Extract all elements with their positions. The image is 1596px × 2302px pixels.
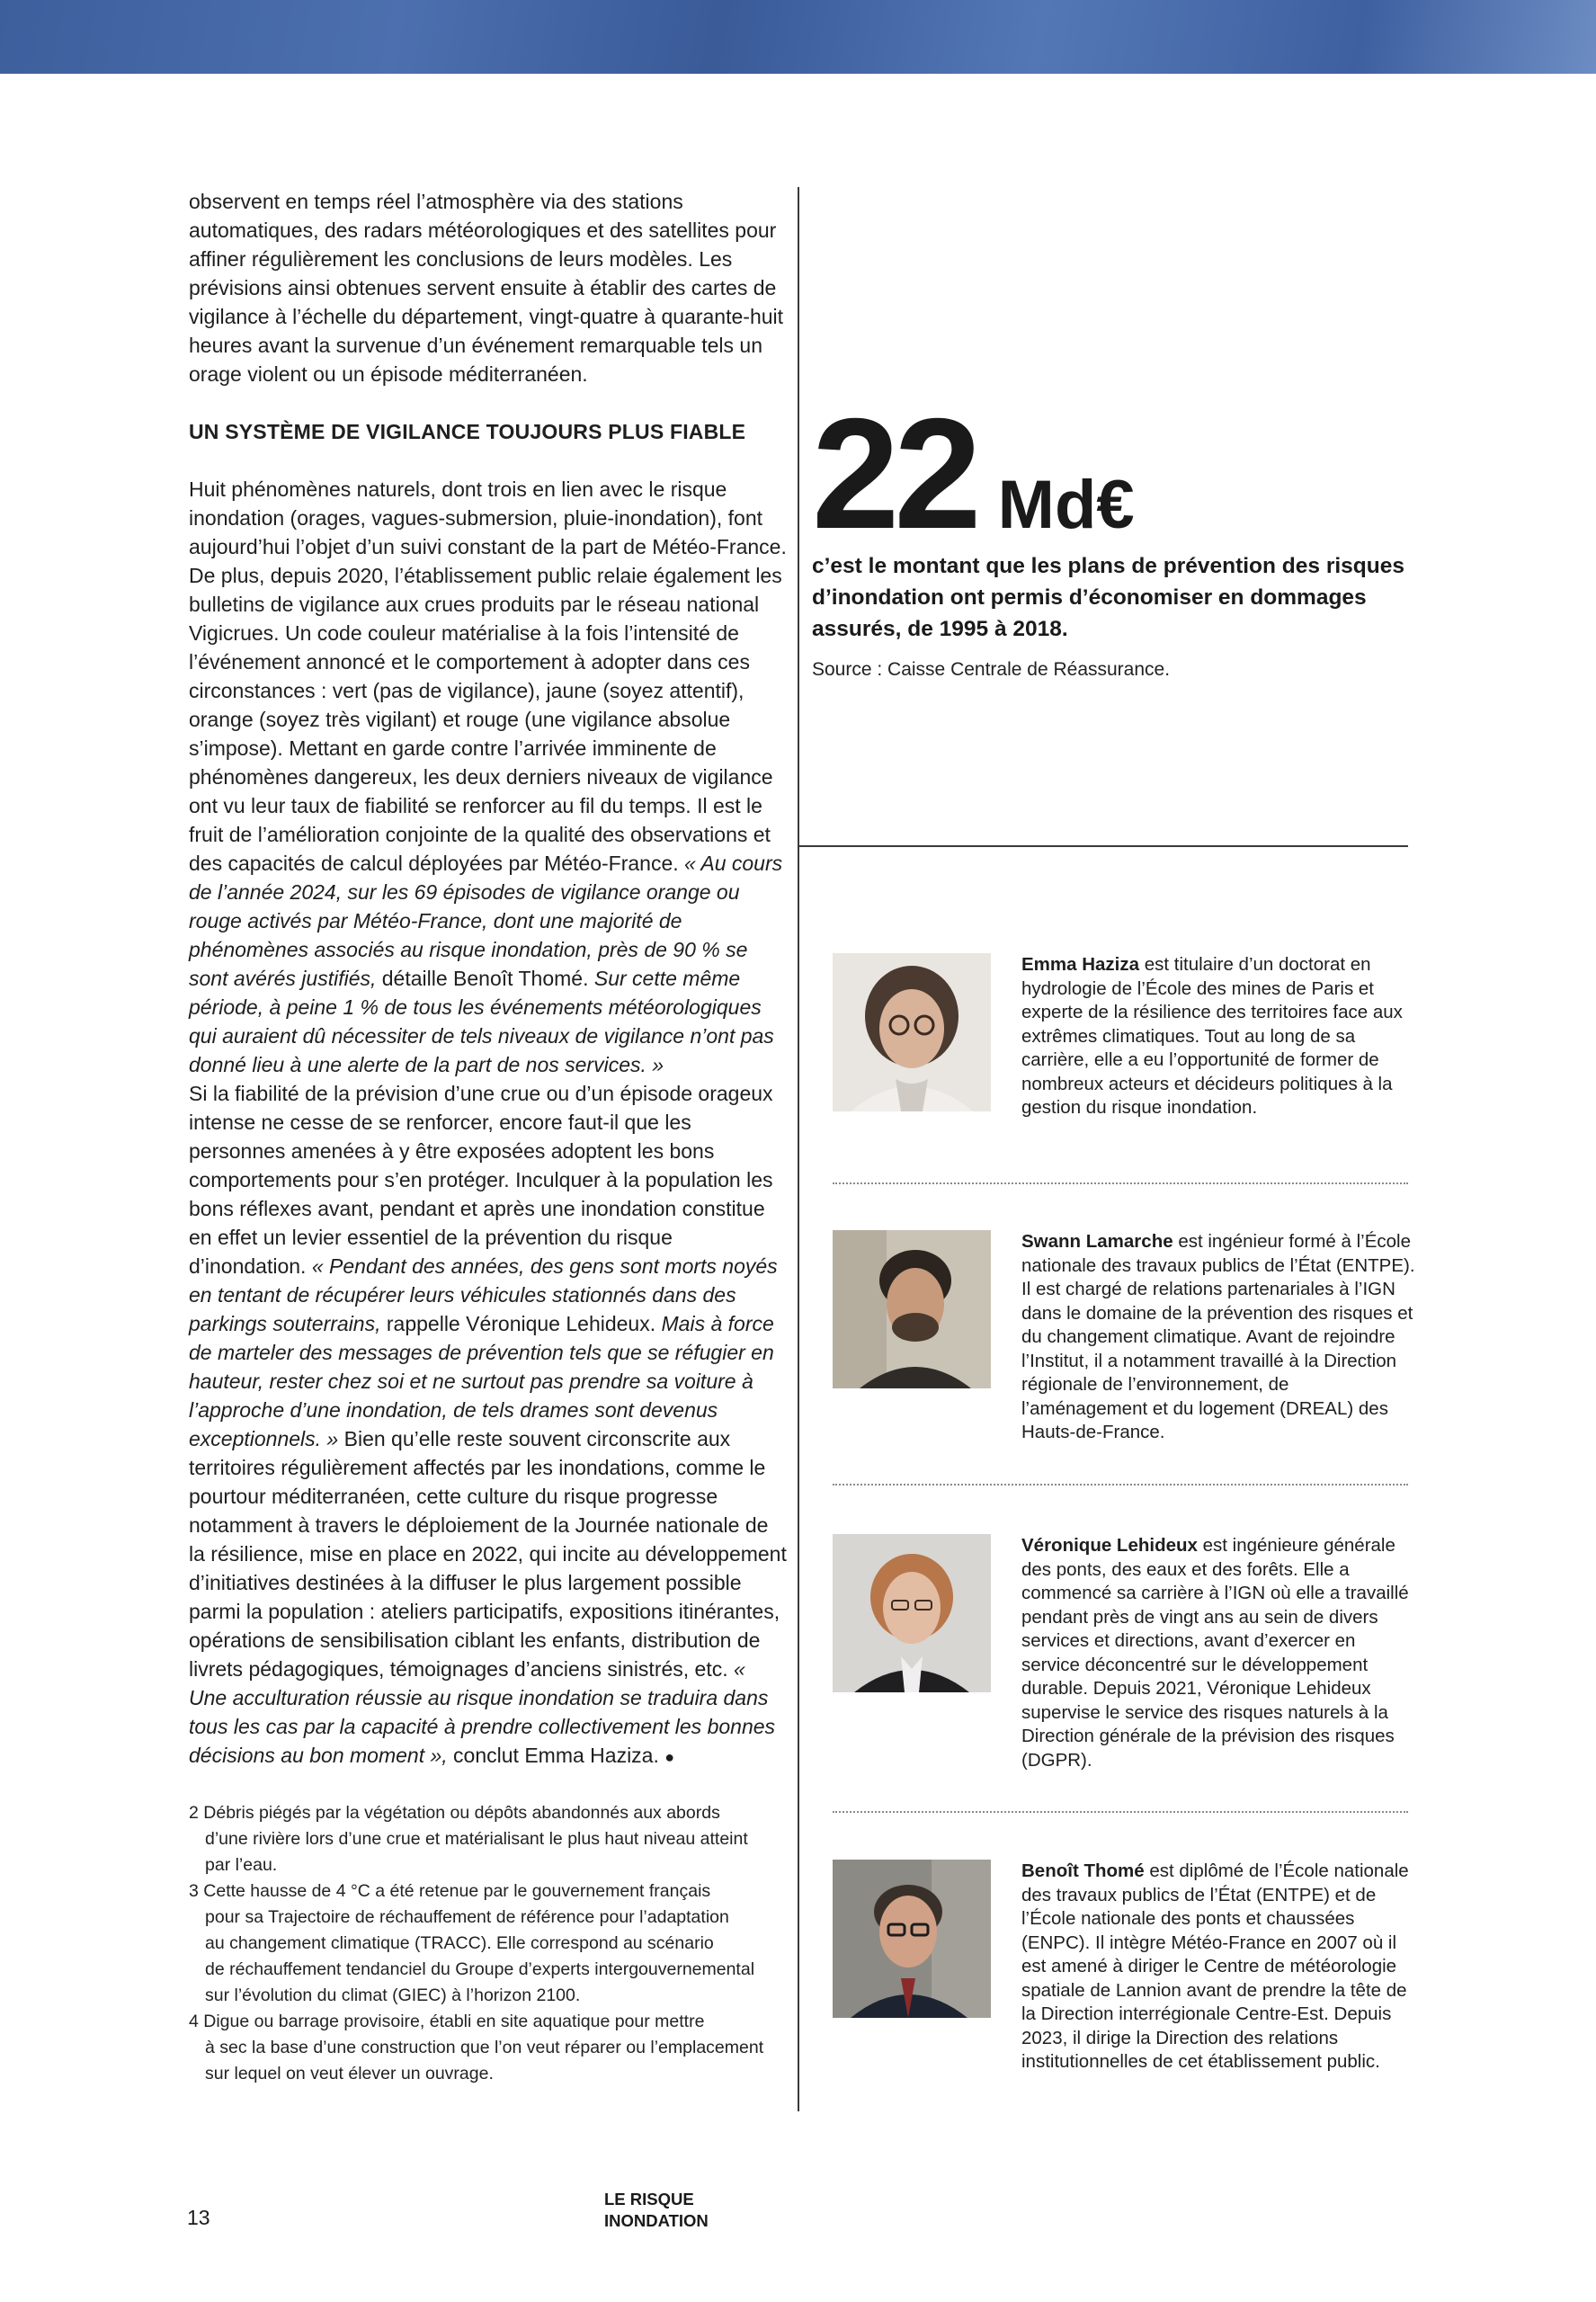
footer-title [604, 2189, 709, 2232]
footer-title-line: INONDATION [604, 2211, 709, 2230]
quote: Mais à force de marteler des messages de prévention tels que se réfugier en hauteur, rester chez soi et ne surtout pas prendre sa voiture à l’approche d’une inondation, de tels drames sont devenus exceptionnels. » [189, 1312, 774, 1450]
bio-name: Swann Lamarche [1021, 1231, 1173, 1252]
section-heading: UN SYSTÈME DE VIGILANCE TOUJOURS PLUS FIABLE [189, 420, 746, 443]
main-article [189, 187, 787, 2087]
key-figure-caption: c’est le montant que les plans de prévention des risques d’inondation ont permis d’économiser en dommages assurés, de 1995 à 2018. [812, 554, 1404, 641]
body-text: conclut Emma Haziza. [447, 1744, 659, 1767]
bio-text [1021, 1534, 1415, 1772]
quote: « Au cours de l’année 2024, sur les 69 épisodes de vigilance orange ou rouge activés par Météo-France, dont une majorité de phénomènes associés au risque inondation, près de 90 % se sont avérés justifiés, [189, 852, 783, 990]
footnote-line: au changement climatique (TRACC). Elle correspond au scénario [205, 1933, 714, 1953]
body-text: détaille Benoît Thomé. [376, 967, 594, 990]
page-number: 13 [187, 2206, 210, 2229]
portrait-photo [833, 1230, 991, 1388]
bio-veronique-lehideux [833, 1534, 1409, 1771]
footnote-line: sur lequel on veut élever un ouvrage. [205, 2064, 494, 2083]
portrait-photo [833, 1860, 991, 2018]
footnote-line: pour sa Trajectoire de réchauffement de référence pour l’adaptation [205, 1907, 729, 1927]
bio-description: est ingénieure générale des ponts, des eaux et des forêts. Elle a commencé sa carrière à l’IGN où elle a travaillé pendant près de vingt ans au sein de divers services et directions, avant d’exercer en service déconcentré sur le développement durable. Depuis 2021, Véronique Lehideux supervise le service des risques naturels à la Direction générale de la prévision des risques (DGPR). [1021, 1535, 1409, 1771]
bio-text [1021, 953, 1415, 1120]
footnote-line: de réchauffement tendanciel du Groupe d’experts intergouvernemental [205, 1959, 755, 1979]
quote: « Une acculturation réussie au risque inondation se traduira dans tous les cas par la capacité à prendre collectivement les bonnes décisions au bon moment », [189, 1657, 776, 1767]
dotted-separator [833, 1484, 1408, 1486]
end-mark-icon: ● [664, 1748, 675, 1766]
body-paragraph [189, 475, 787, 1079]
portrait-photo [833, 1534, 991, 1692]
portrait-photo [833, 953, 991, 1111]
footnote-line: par l’eau. [205, 1855, 278, 1875]
key-figure-unit: Md€ [997, 467, 1135, 543]
column-divider [798, 187, 799, 2111]
quote: « Pendant des années, des gens sont morts noyés en tentant de récupérer leurs véhicules stationnés dans des parkings souterrains, [189, 1254, 778, 1335]
bio-name: Emma Haziza [1021, 954, 1140, 975]
bio-name: Benoît Thomé [1021, 1860, 1145, 1881]
body-text: Bien qu’elle reste souvent circonscrite aux territoires régulièrement affectés par les inondations, comme le pourtour méditerranéen, cette culture du risque progresse notamment à travers le déploiement de la Journée nationale de la résilience, mise en place en 2022, qui incite au développement d’initiatives destinées à la diffuser le plus largement possible parmi la population : ateliers participatifs, expositions itinérantes, opérations de sensibilisation ciblant les enfants, distribution de livrets pédagogiques, témoignages d’anciens sinistrés, etc. [189, 1427, 787, 1681]
bio-description: est titulaire d’un doctorat en hydrologie de l’École des mines de Paris et experte de la résilience des territoires face aux extrêmes climatiques. Tout au long de sa carrière, elle a eu l’opportunité de former de nombreux acteurs et décideurs politiques à la gestion du risque inondation. [1021, 954, 1403, 1118]
body-text: Huit phénomènes naturels, dont trois en lien avec le risque inondation (orages, vagues-submersion, pluie-inondation), font aujourd’hui l’objet d’un suivi constant de la part de Météo-France. De plus, depuis 2020, l’établissement public relaie également les bulletins de vigilance aux crues produits par le réseau national Vigicrues. Un code couleur matérialise à la fois l’intensité de l’événement annoncé et le comportement à adopter dans ces circonstances : vert (pas de vigilance), jaune (soyez attentif), orange (soyez très vigilant) et rouge (une vigilance absolue s’impose). Mettant en garde contre l’arrivée imminente de phénomènes dangereux, les deux derniers niveaux de vigilance ont vu leur taux de fiabilité se renforcer au fil du temps. Il est le fruit de l’amélioration conjointe de la qualité des observations et des capacités de calcul déployées par Météo-France. [189, 477, 787, 875]
key-figure-number: 22 [812, 387, 976, 562]
bio-text [1021, 1230, 1415, 1445]
key-figure [812, 387, 1405, 681]
intro-paragraph: observent en temps réel l’atmosphère via des stations automatiques, des radars météorologiques et des satellites pour affiner régulièrement les conclusions de leurs modèles. Les prévisions ainsi obtenues servent ensuite à établir des cartes de vigilance à l’échelle du département, vingt-quatre à quarante-huit heures avant la survenue d’un événement remarquable tels un orage violent ou un épisode méditerranéen. [189, 190, 784, 386]
footnote-line: à sec la base d’une construction que l’on veut réparer ou l’emplacement [205, 2038, 764, 2057]
footer-title-line: LE RISQUE [604, 2190, 694, 2208]
footnotes [189, 1800, 787, 2087]
bio-emma-haziza [833, 953, 1408, 1118]
footnote-line: 3 Cette hausse de 4 °C a été retenue par le gouvernement français [189, 1881, 711, 1901]
bio-name: Véronique Lehideux [1021, 1535, 1198, 1556]
bio-text [1021, 1860, 1415, 2074]
key-figure-source: Source : Caisse Centrale de Réassurance. [812, 659, 1171, 680]
bio-swann-lamarche [833, 1230, 1415, 1442]
footnote-line: sur l’évolution du climat (GIEC) à l’horizon 2100. [205, 1985, 581, 2005]
dotted-separator [833, 1811, 1408, 1813]
body-text: Si la fiabilité de la prévision d’une crue ou d’un épisode orageux intense ne cesse de se renforcer, encore faut-il que les personnes amenées à y être exposées adoptent les bons comportements pour s’en protéger. Inculquer à la population les bons réflexes avant, pendant et après une inondation constitue en effet un levier essentiel de la prévention du risque d’inondation. [189, 1082, 773, 1278]
quote: Sur cette même période, à peine 1 % de tous les événements météorologiques qui auraient dû nécessiter de tels niveaux de vigilance n’ont pas donné lieu à une alerte de la part de nos services. » [189, 967, 774, 1076]
footnote-line: 4 Digue ou barrage provisoire, établi en site aquatique pour mettre [189, 2012, 705, 2031]
body-text: rappelle Véronique Lehideux. [380, 1312, 662, 1335]
bio-benoit-thome [833, 1860, 1409, 2072]
stat-divider [799, 845, 1408, 847]
footnote-line: 2 Débris piégés par la végétation ou dépôts abandonnés aux abords [189, 1803, 720, 1823]
footnote-line: d’une rivière lors d’une crue et matérialisant le plus haut niveau atteint [205, 1829, 748, 1849]
header-banner-image [0, 0, 1596, 74]
body-paragraph [189, 1079, 787, 1771]
bio-description: est ingénieur formé à l’École nationale des travaux publics de l’État (ENTPE). Il est chargé de relations partenariales à l’IGN dans le domaine de la prévention des risques et du changement climatique. Avant de rejoindre l’Institut, il a notamment travaillé à la Direction régionale de l’environnement, de l’aménagement et du logement (DREAL) des Hauts-de-France. [1021, 1231, 1415, 1442]
bio-description: est diplômé de l’École nationale des travaux publics de l’État (ENTPE) et de l’École nationale des ponts et chaussées (ENPC). Il intègre Météo-France en 2007 où il est amené à diriger le Centre de météorologie spatiale de Lannion avant de prendre la tête de la Direction interrégionale Centre-Est. Depuis 2023, il dirige la Direction des relations institutionnelles de cet établissement public. [1021, 1860, 1409, 2072]
dotted-separator [833, 1182, 1408, 1184]
